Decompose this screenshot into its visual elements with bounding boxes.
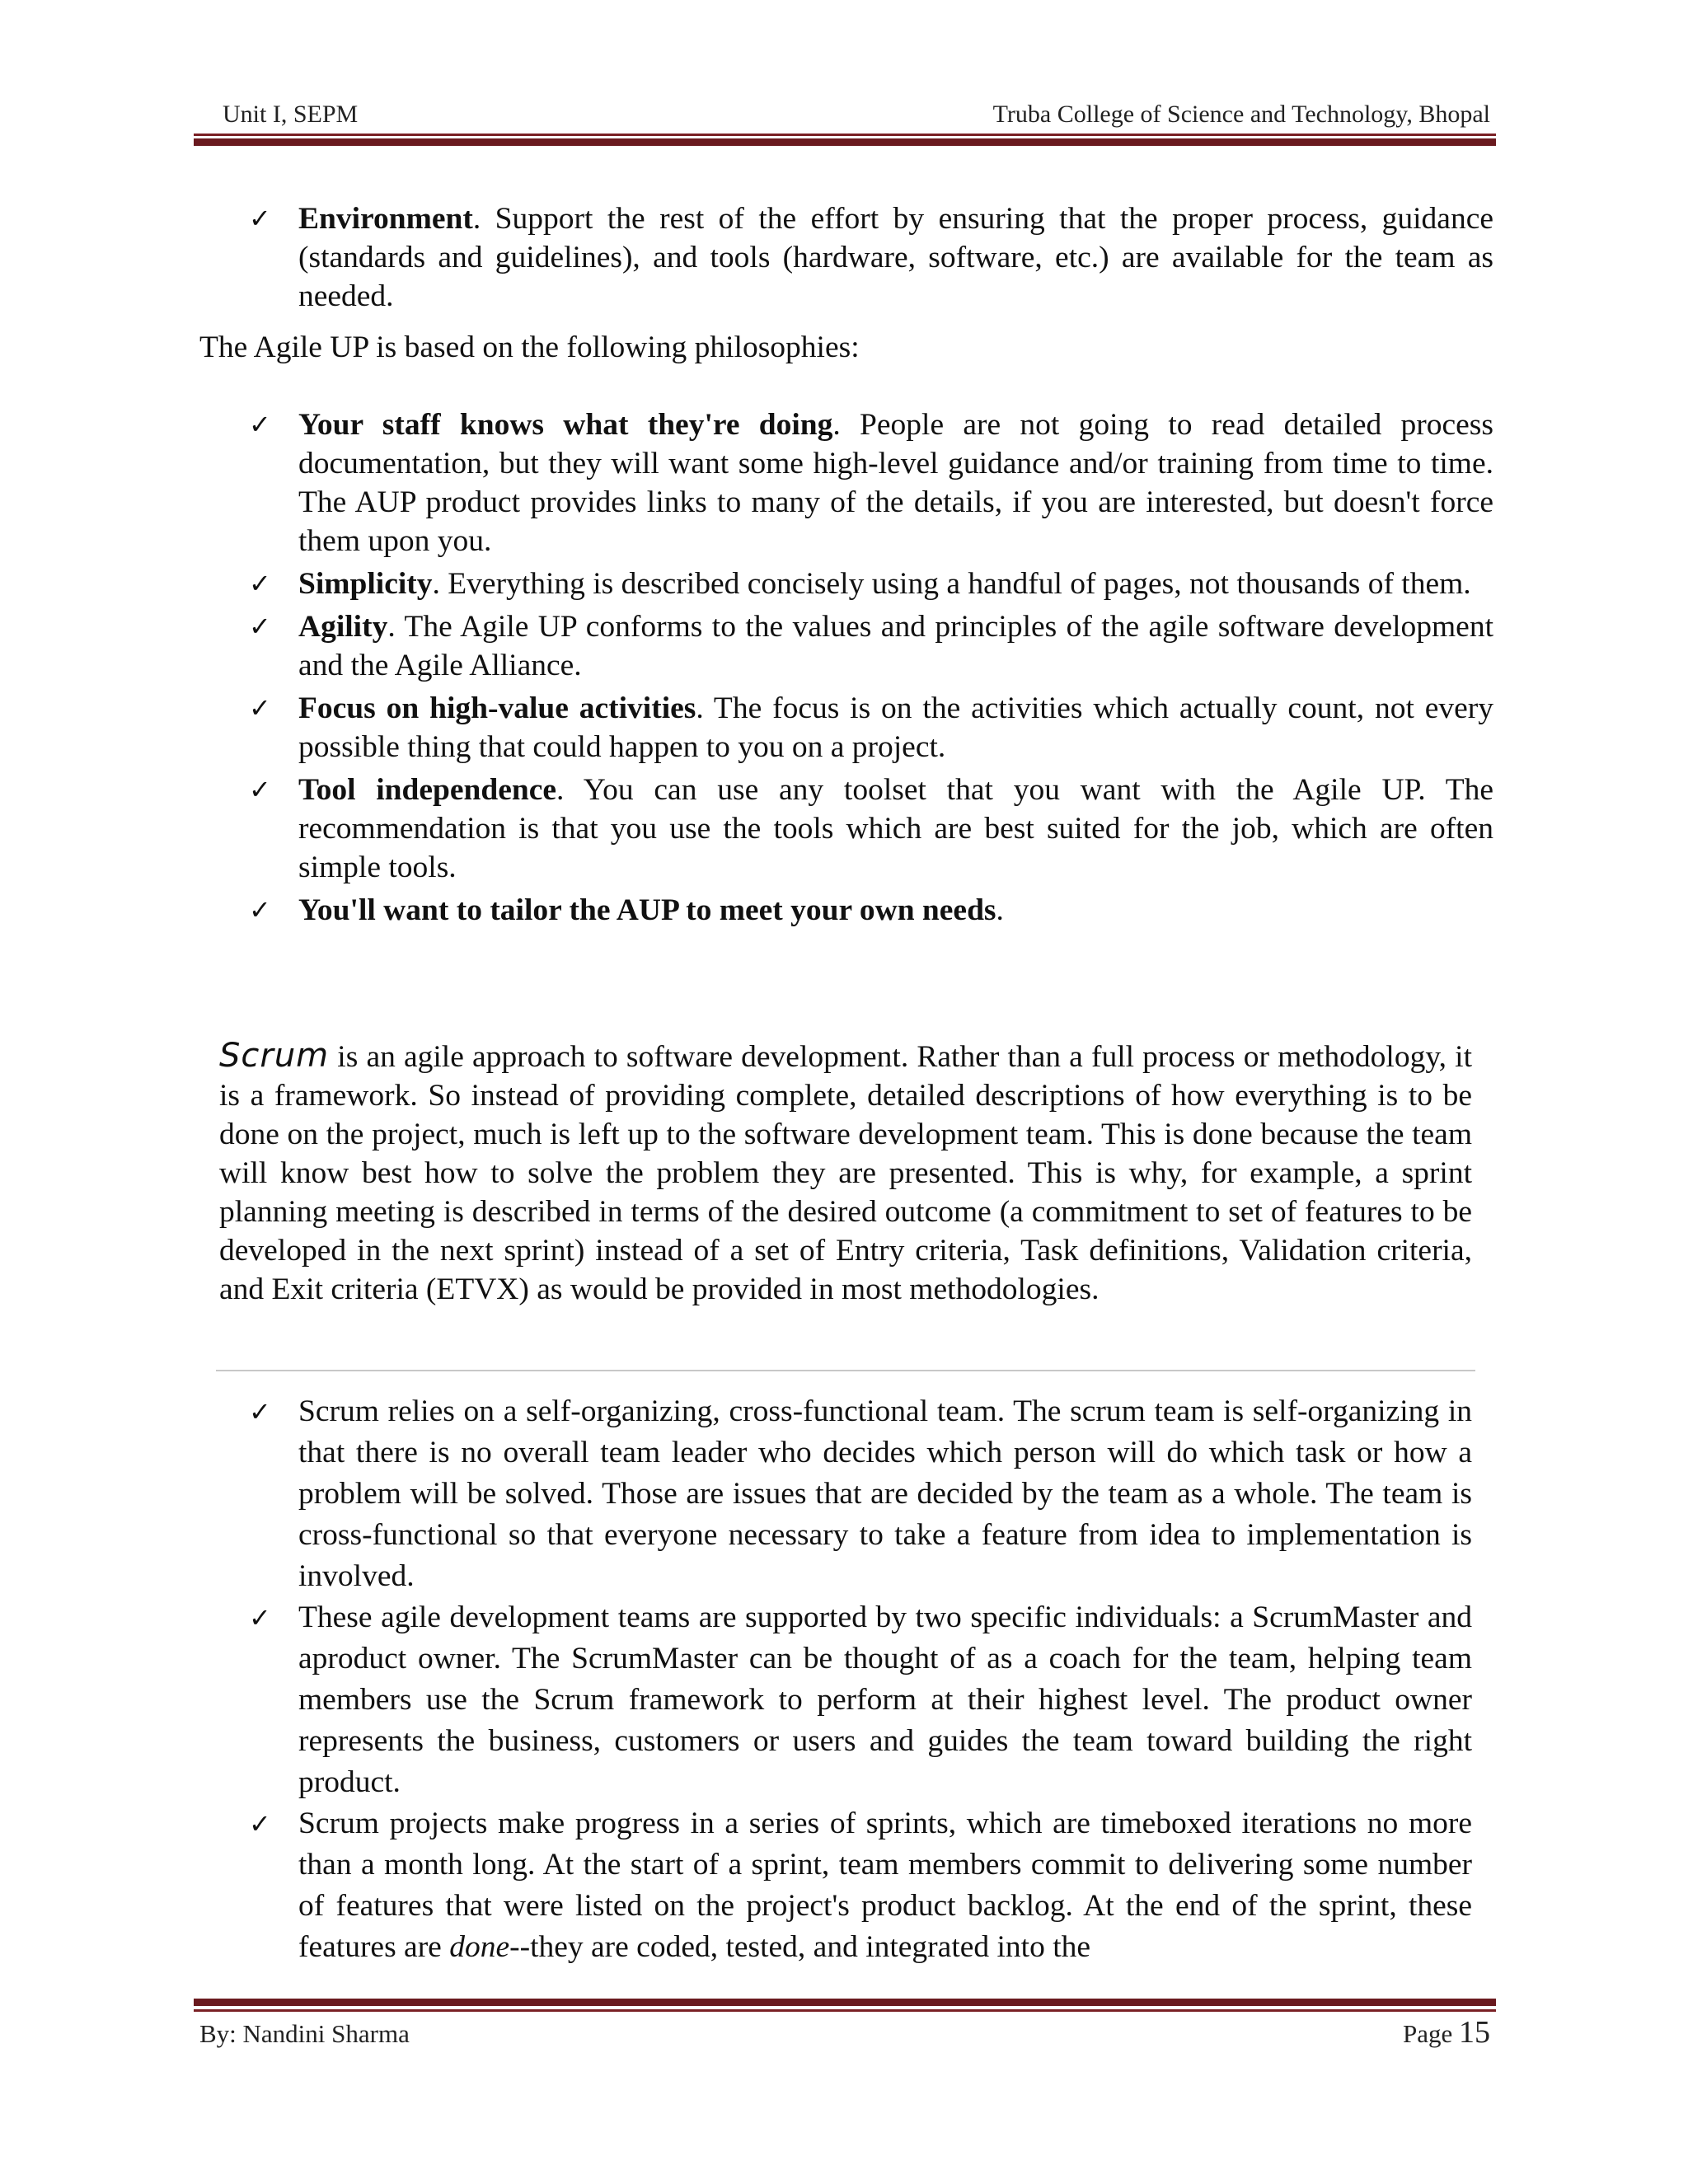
item-emphasis: done (449, 1930, 510, 1964)
philosophies-intro: The Agile UP is based on the following philosophies: (199, 330, 860, 364)
item-text: Scrum projects make progress in a series of sprints, which are timeboxed iterations no more than a month long. At the start of a sprint, team members commit to delivering some number of features that were listed on the project's product backlog. At the end of the sprint, these features are (298, 1807, 1472, 1964)
header-rule-thick (194, 138, 1496, 146)
page-number: 15 (1459, 2015, 1490, 2050)
checkmark-icon: ✓ (249, 894, 271, 926)
checkmark-icon: ✓ (249, 692, 271, 724)
checkmark-icon: ✓ (249, 1602, 271, 1633)
list-item (199, 771, 1493, 887)
list-item (199, 1391, 1472, 1597)
scrum-description: is an agile approach to software development. Rather than a full process or methodology, it is a framework. So instead of providing complete, detailed descriptions of how everything is to be done on the project, much is left up to the software development team. This is done because the team will know best how to solve the problem they are presented. This is why, for example, a sprint planning meeting is described in terms of the desired outcome (a commitment to set of features to be developed in the next sprint) instead of a set of Entry criteria, Task definitions, Validation criteria, and Exit criteria (ETVX) as would be provided in most methodologies. (219, 1040, 1472, 1306)
checkmark-icon: ✓ (249, 568, 271, 599)
item-term: Your staff knows what they're doing (298, 408, 833, 442)
footer-rule-thin (194, 2009, 1496, 2012)
list-item (199, 1803, 1472, 1968)
footer-page (1403, 2014, 1490, 2050)
scrum-paragraph (219, 1037, 1472, 1309)
item-text: . Everything is described concisely using a handful of pages, not thousands of them. (432, 567, 1471, 601)
item-text: These agile development teams are supported by two specific individuals: a ScrumMaster and aproduct owner. The ScrumMaster can be thought of as a coach for the team, helping team members use the Scrum framework to perform at their highest level. The product owner represents the business, customers or users and guides the team toward building the right product. (298, 1601, 1472, 1799)
item-text: . People are not going to read detailed process documentation, but they will want some high-level guidance and/or training from time to time. The AUP product provides links to many of the details, if you are interested, but doesn't force them upon you. (298, 408, 1493, 558)
header-college-name: Truba College of Science and Technology, Bhopal (992, 101, 1490, 128)
item-text-tail: --they are coded, tested, and integrated into the (509, 1930, 1091, 1964)
item-term: Agility (298, 610, 388, 644)
item-text: . The focus is on the activities which actually count, not every possible thing that could happen to you on a project. (298, 691, 1493, 764)
item-term: You'll want to tailor the AUP to meet your own needs (298, 893, 996, 927)
footer-author: By: Nandini Sharma (199, 2019, 410, 2048)
list-item (199, 565, 1493, 603)
item-text: . (996, 893, 1004, 927)
list-item (199, 891, 1493, 930)
page-label: Page (1402, 2019, 1459, 2048)
footer-rule-thick (194, 1999, 1496, 2006)
item-text: . You can use any toolset that you want with the Agile UP. The recommendation is that you use the tools which are best suited for the job, which are often simple tools. (298, 773, 1494, 884)
section-divider (216, 1370, 1475, 1371)
list-item (199, 689, 1493, 766)
list-item (199, 199, 1493, 316)
scrum-word: Scrum (219, 1037, 330, 1075)
scrum-points-list (199, 1391, 1472, 1968)
environment-list (199, 199, 1493, 316)
header-unit-title: Unit I, SEPM (223, 101, 359, 128)
header-rule-thin (194, 134, 1496, 136)
item-text: Scrum relies on a self-organizing, cross-functional team. The scrum team is self-organizing in that there is no overall team leader who decides which person will do which task or how a problem will be solved. Those are issues that are decided by the team as a whole. The team is cross-functional so that everyone necessary to take a feature from idea to implementation is involved. (298, 1394, 1472, 1593)
philosophies-list (199, 405, 1493, 934)
item-text: . The Agile UP conforms to the values and principles of the agile software development and the Agile Alliance. (298, 610, 1493, 682)
list-item (199, 405, 1493, 560)
checkmark-icon: ✓ (249, 1396, 271, 1427)
checkmark-icon: ✓ (249, 1808, 271, 1840)
item-term: Tool independence (298, 773, 557, 807)
item-text: . Support the rest of the effort by ensuring that the proper process, guidance (standards and guidelines), and tools (hardware, software, etc.) are available for the team as needed. (298, 202, 1493, 313)
list-item (199, 607, 1493, 685)
item-term: Simplicity (298, 567, 433, 601)
checkmark-icon: ✓ (249, 611, 271, 642)
checkmark-icon: ✓ (249, 409, 271, 440)
item-term: Focus on high-value activities (298, 691, 696, 725)
item-term: Environment (298, 202, 473, 236)
checkmark-icon: ✓ (249, 203, 271, 234)
list-item (199, 1597, 1472, 1803)
checkmark-icon: ✓ (249, 774, 271, 805)
